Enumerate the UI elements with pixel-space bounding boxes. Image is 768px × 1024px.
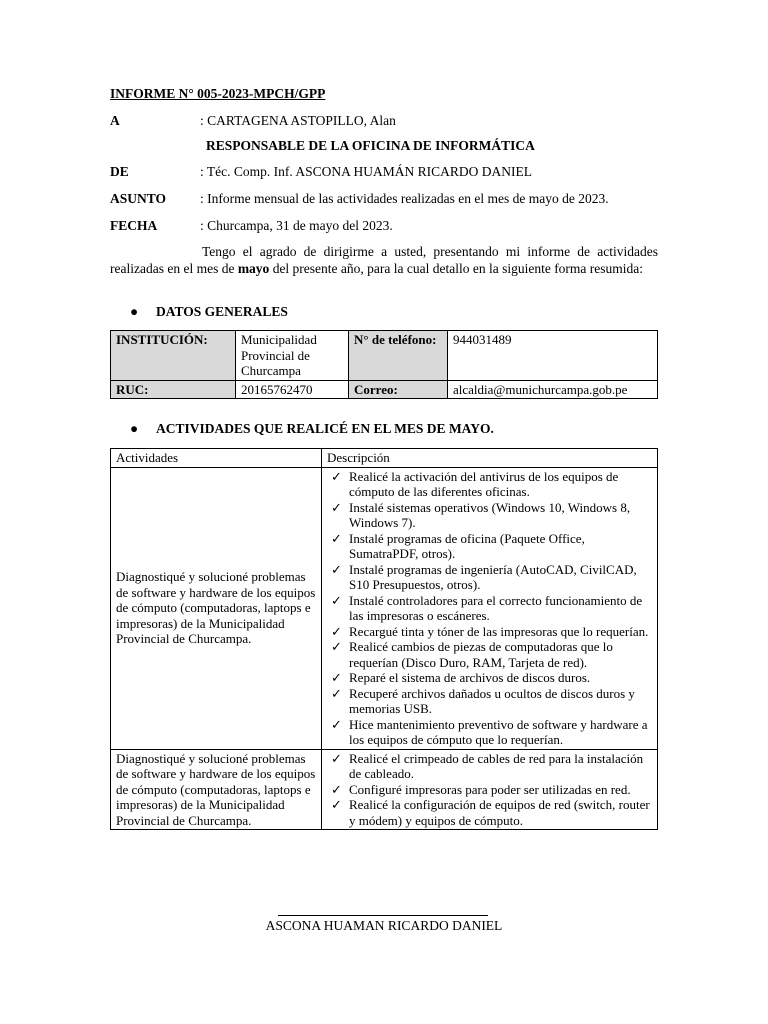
list-item: ✓ Recargué tinta y tóner de las impresoras que lo requerían.	[331, 623, 649, 639]
description-cell	[322, 749, 658, 830]
activity-cell: Diagnostiqué y solucioné problemas de software y hardware de los equipos de cómputo (computadoras, laptops e impresoras) de la Municipalidad Provincial de Churcampa.	[111, 749, 322, 830]
list-item: ✓ Reparé el sistema de archivos de discos duros.	[331, 670, 591, 685]
list-item: ✓ Realicé la activación del antivirus de los equipos de cómputo de las diferentes oficinas.	[331, 468, 619, 499]
phone-value: 944031489	[448, 331, 658, 381]
description-cell	[322, 467, 658, 749]
checkmark-icon: ✓	[331, 716, 342, 732]
from-label: DE	[110, 164, 129, 179]
section-actividades	[130, 421, 494, 437]
checkmark-icon: ✓	[331, 499, 342, 515]
checkmark-icon: ✓	[331, 750, 342, 766]
list-item: ✓ Realicé el crimpeado de cables de red para la instalación de cableado.	[331, 750, 644, 781]
phone-label: N° de teléfono:	[349, 331, 448, 381]
subject-label: ASUNTO	[110, 191, 167, 206]
bullet-icon: ●	[130, 304, 139, 319]
general-data-table	[110, 330, 658, 399]
intro-text-1: Tengo el agrado de dirigirme a usted, presentando mi informe de actividades realizadas en el mes de	[110, 244, 658, 276]
list-item: ✓ Instalé programas de oficina (Paquete Office, SumatraPDF, otros).	[331, 530, 585, 561]
signature-line	[278, 915, 488, 916]
col-header-description: Descripción	[322, 449, 658, 468]
to-value: : CARTAGENA ASTOPILLO, Alan	[200, 113, 396, 128]
checkmark-icon: ✓	[331, 468, 342, 484]
list-item: ✓ Recuperé archivos dañados u ocultos de discos duros y memorias USB.	[331, 685, 635, 716]
ruc-label: RUC:	[111, 380, 236, 399]
checkmark-icon: ✓	[331, 639, 342, 654]
checkmark-icon: ✓	[331, 530, 342, 546]
checkmark-icon: ✓	[331, 561, 342, 577]
activity-cell: Diagnostiqué y solucioné problemas de software y hardware de los equipos de cómputo (computadoras, laptops e impresoras) de la Municipalidad Provincial de Churcampa.	[111, 467, 322, 749]
table-row	[111, 749, 658, 830]
intro-paragraph	[110, 243, 658, 277]
to-label: A	[110, 113, 120, 128]
checkmark-icon: ✓	[331, 670, 342, 685]
list-item: ✓ Realicé la configuración de equipos de red (switch, router y módem) y equipos de cómputo.	[331, 797, 650, 828]
checkmark-icon: ✓	[331, 592, 342, 608]
checkmark-icon: ✓	[331, 623, 342, 639]
list-item: ✓ Realicé cambios de piezas de computadoras que lo requerían (Disco Duro, RAM, Tarjeta de red).	[331, 639, 613, 670]
from-value: : Téc. Comp. Inf. ASCONA HUAMÁN RICARDO DANIEL	[200, 164, 532, 179]
intro-month: mayo	[237, 261, 270, 276]
checkmark-icon: ✓	[331, 797, 342, 812]
ruc-value: 20165762470	[236, 380, 349, 399]
institution-label: INSTITUCIÓN:	[111, 331, 236, 381]
subject-value: : Informe mensual de las actividades realizadas en el mes de mayo de 2023.	[200, 191, 609, 206]
col-header-activities: Actividades	[111, 449, 322, 468]
list-item: ✓ Hice mantenimiento preventivo de software y hardware a los equipos de cómputo que lo requerían.	[331, 716, 648, 747]
checkmark-icon: ✓	[331, 781, 342, 797]
list-item: ✓ Instalé controladores para el correcto funcionamiento de las impresoras o escáneres.	[331, 592, 643, 623]
email-value: alcaldia@munichurcampa.gob.pe	[448, 380, 658, 399]
section-datos-generales	[130, 304, 288, 320]
checkmark-icon: ✓	[331, 685, 342, 701]
bullet-icon: ●	[130, 421, 139, 436]
date-label: FECHA	[110, 218, 158, 233]
intro-text-2: del presente año, para la cual detallo en la siguiente forma resumida:	[269, 261, 644, 276]
to-role: RESPONSABLE DE LA OFICINA DE INFORMÁTICA	[206, 138, 535, 153]
date-value: : Churcampa, 31 de mayo del 2023.	[200, 218, 393, 233]
activities-table	[110, 448, 658, 830]
table-row	[111, 467, 658, 749]
list-item: ✓ Instalé programas de ingeniería (AutoCAD, CivilCAD, S10 Presupuestos, otros).	[331, 561, 637, 592]
email-label: Correo:	[349, 380, 448, 399]
document-title: INFORME N° 005-2023-MPCH/GPP	[110, 86, 326, 101]
institution-value: Municipalidad Provincial de Churcampa	[236, 331, 349, 381]
list-item: ✓ Instalé sistemas operativos (Windows 10, Windows 8, Windows 7).	[331, 499, 631, 530]
section-title: DATOS GENERALES	[156, 304, 288, 319]
signature-name: ASCONA HUAMAN RICARDO DANIEL	[265, 918, 503, 933]
section-title: ACTIVIDADES QUE REALICÉ EN EL MES DE MAYO.	[156, 421, 494, 436]
list-item: ✓ Configuré impresoras para poder ser utilizadas en red.	[331, 781, 631, 797]
